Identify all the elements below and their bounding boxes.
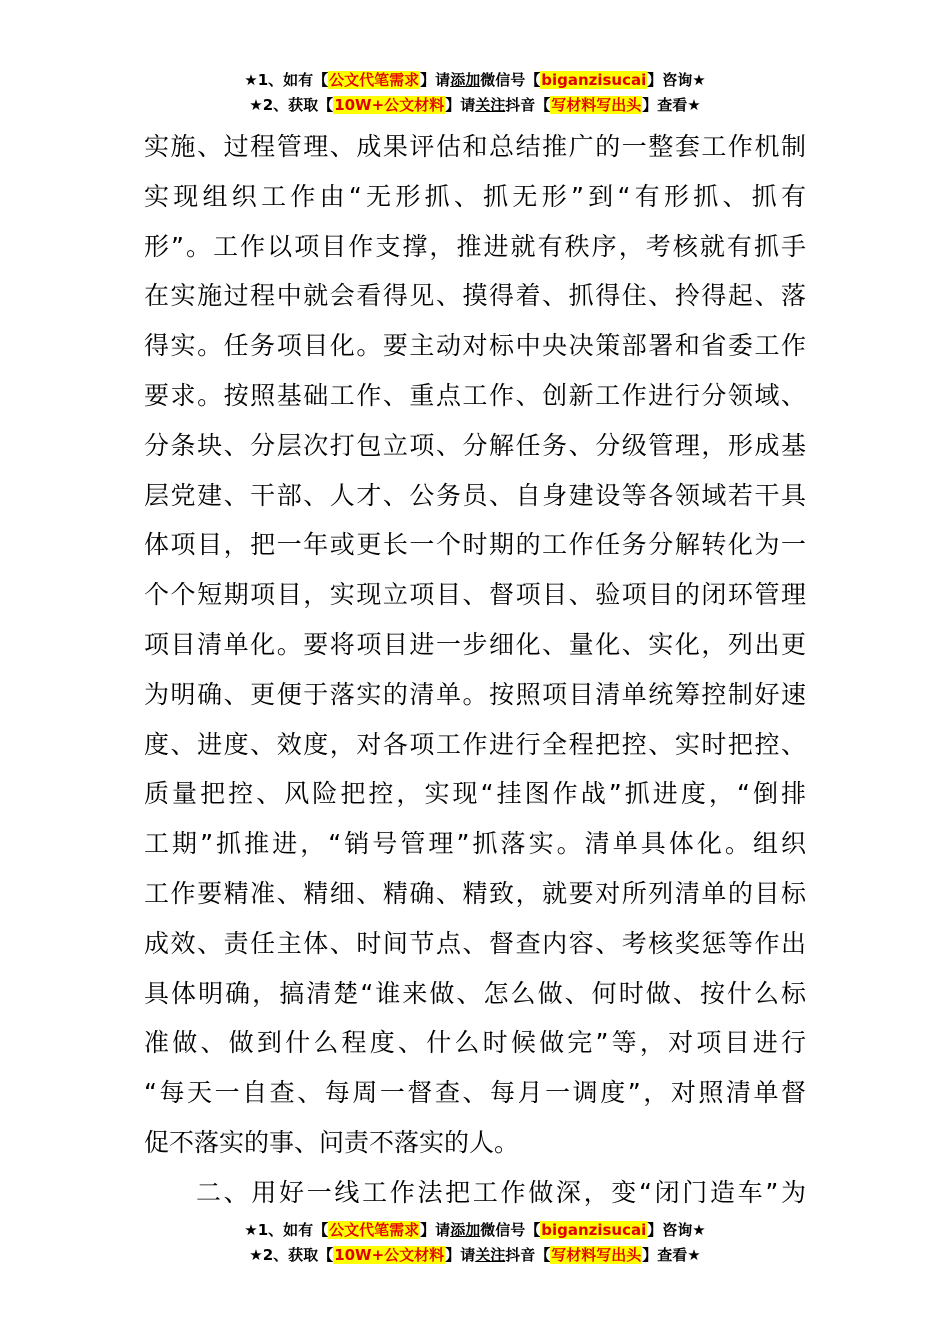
promo-text: 抖音【 [505,96,551,114]
promo-highlight: 公文代笔需求 [329,71,420,89]
header-promo-banner [0,68,950,118]
body-line: 具体明确，搞清楚“谁来做、怎么做、何时做、按什么标 [144,978,806,1008]
promo-text: 】请 [445,1246,476,1264]
promo-underlined: 关注 [475,96,506,114]
promo-text: ★2、获取【 [249,96,334,114]
body-line: 分条块、分层次打包立项、分解任务、分级管理，形成基 [144,430,806,460]
body-line: 体项目，把一年或更长一个时期的工作任务分解转化为一 [144,530,806,560]
promo-text: ★1、如有【 [244,71,329,89]
promo-text: ★1、如有【 [244,1221,329,1239]
promo-highlight: 写材料写出头 [551,96,642,114]
promo-text: 】请 [420,71,451,89]
promo-text: ★2、获取【 [249,1246,334,1264]
promo-text: 抖音【 [505,1246,551,1264]
promo-highlight: biganzisucai [541,1221,647,1239]
body-line: 得实。任务项目化。要主动对标中央决策部署和省委工作 [144,331,806,361]
body-line: 成效、责任主体、时间节点、督查内容、考核奖惩等作出 [144,928,806,958]
promo-underlined: 添加 [450,71,481,89]
body-line: 质量把控、风险把控，实现“挂图作战”抓进度，“倒排 [144,779,806,809]
promo-underlined: 关注 [475,1246,506,1264]
body-line: 促不落实的事、问责不落实的人。 [144,1127,520,1157]
promo-line-2 [0,93,950,118]
promo-highlight: 公文代笔需求 [329,1221,420,1239]
document-body [144,122,806,1218]
body-line: 工期”抓推进，“销号管理”抓落实。清单具体化。组织 [144,829,806,859]
body-line: 层党建、干部、人才、公务员、自身建设等各领域若干具 [144,480,806,510]
body-line: “每天一自查、每周一督查、每月一调度”，对照清单督 [144,1078,806,1108]
body-line: 在实施过程中就会看得见、摸得着、抓得住、拎得起、落 [144,281,806,311]
promo-text: 】咨询★ [647,1221,706,1239]
section-heading: 二、用好一线工作法把工作做深，变“闭门造车”为 [196,1177,806,1207]
promo-text: 微信号【 [480,71,541,89]
promo-text: 微信号【 [480,1221,541,1239]
promo-text: 】请 [445,96,476,114]
body-line: 个个短期项目，实现立项目、督项目、验项目的闭环管理 [144,580,806,610]
promo-text: 】查看★ [642,96,701,114]
promo-highlight: 10W+公文材料 [334,1246,445,1264]
body-line: 度、进度、效度，对各项工作进行全程把控、实时把控、 [144,729,806,759]
promo-line-2 [0,1243,950,1268]
body-line: 准做、做到什么程度、什么时候做完”等，对项目进行 [144,1028,806,1058]
promo-line-1 [0,68,950,93]
promo-highlight: 写材料写出头 [551,1246,642,1264]
promo-underlined: 添加 [450,1221,481,1239]
body-line: 为明确、更便于落实的清单。按照项目清单统筹控制好速 [144,679,806,709]
promo-text: 】查看★ [642,1246,701,1264]
promo-highlight: 10W+公文材料 [334,96,445,114]
body-line: 实现组织工作由“无形抓、抓无形”到“有形抓、抓有 [144,181,806,211]
body-line: 项目清单化。要将项目进一步细化、量化、实化，列出更 [144,629,806,659]
promo-line-1 [0,1218,950,1243]
footer-promo-banner [0,1218,950,1268]
body-line: 工作要精准、精细、精确、精致，就要对所列清单的目标 [144,878,806,908]
promo-text: 】咨询★ [647,71,706,89]
body-line: 实施、过程管理、成果评估和总结推广的一整套工作机制 [144,132,806,161]
promo-highlight: biganzisucai [541,71,647,89]
promo-text: 】请 [420,1221,451,1239]
body-line: 要求。按照基础工作、重点工作、创新工作进行分领域、 [144,380,806,410]
body-line: 形”。工作以项目作支撑，推进就有秩序，考核就有抓手 [144,231,806,261]
